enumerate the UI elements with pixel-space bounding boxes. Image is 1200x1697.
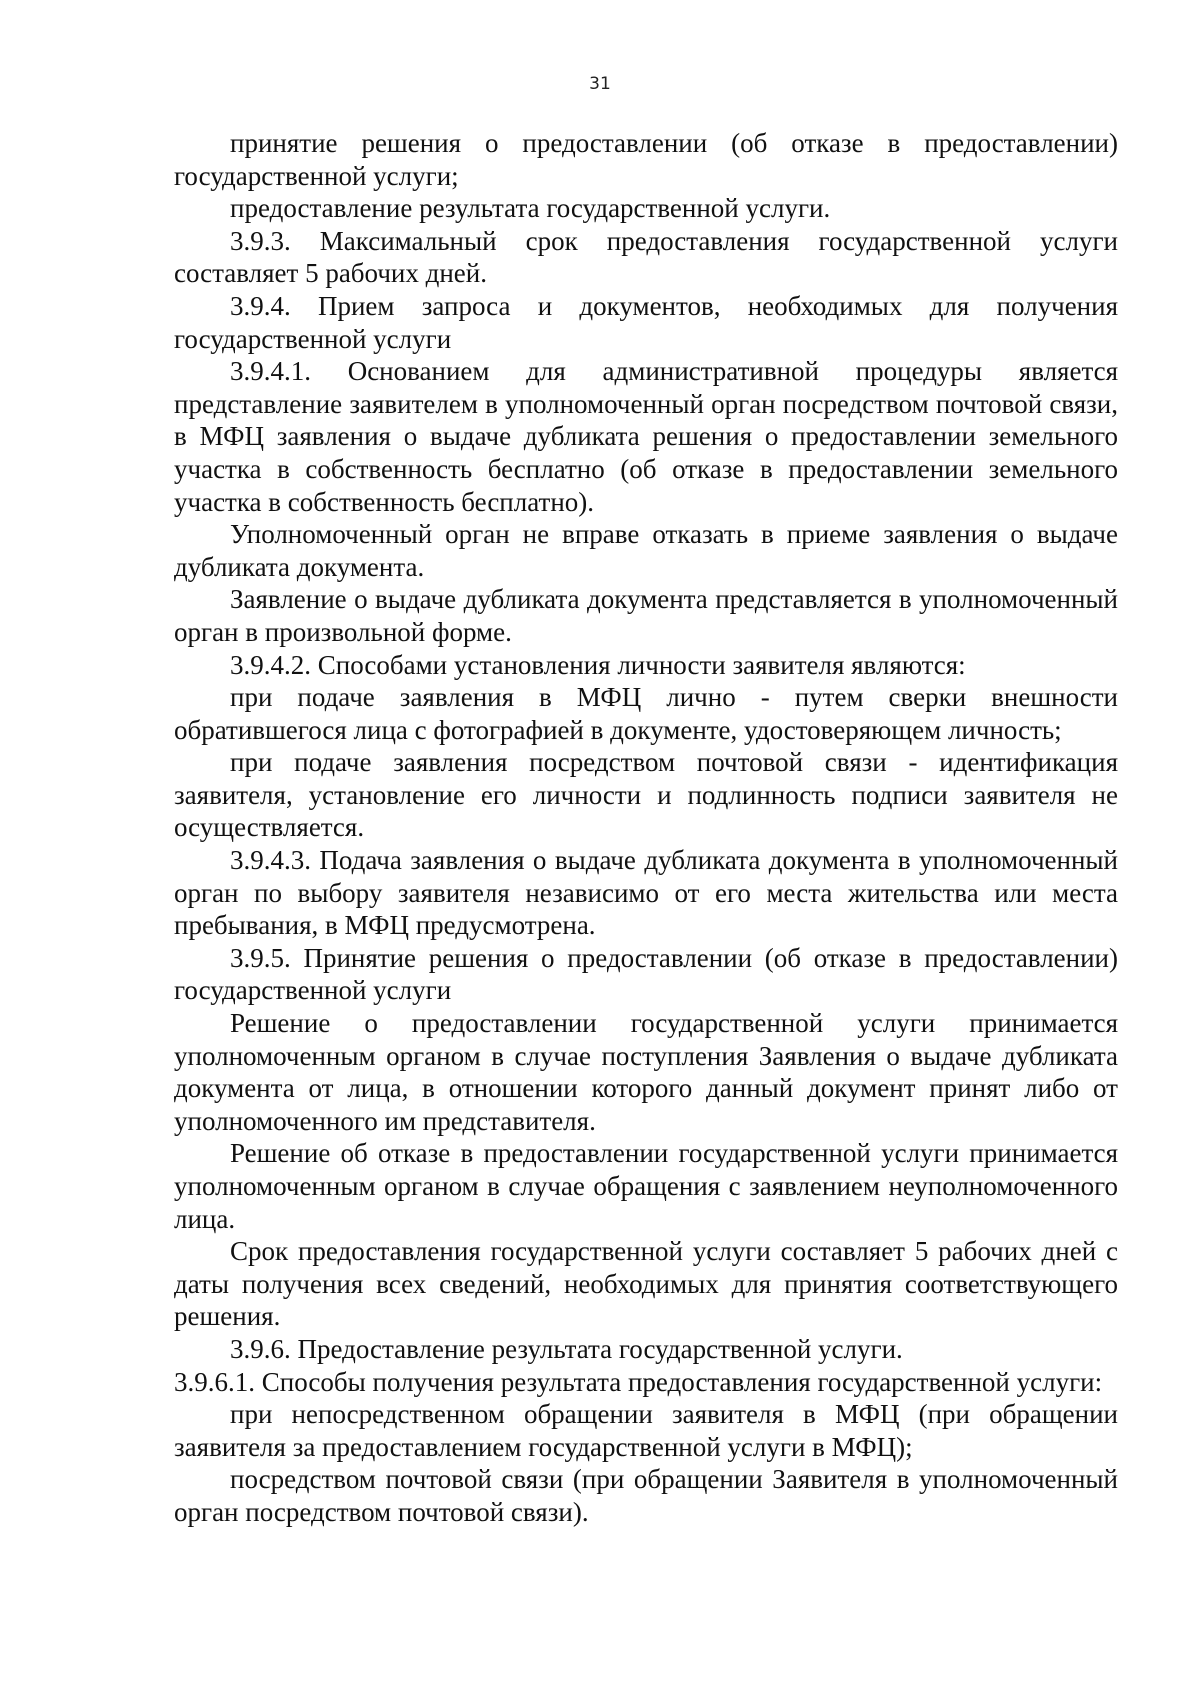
paragraph: посредством почтовой связи (при обращении Заявителя в уполномоченный орган посредством почтовой связи). bbox=[174, 1464, 1118, 1527]
section-heading: 3.9.6. Предоставление результата государственной услуги. bbox=[230, 1333, 903, 1364]
page-number: 31 bbox=[589, 74, 611, 94]
paragraph: принятие решения о предоставлении (об отказе в предоставлении) государственной услуги; bbox=[174, 128, 1118, 191]
paragraph: при подаче заявления в МФЦ лично - путем сверки внешности обратившегося лица с фотографией в документе, удостоверяющем личность; bbox=[174, 682, 1118, 745]
paragraph: при непосредственном обращении заявителя в МФЦ (при обращении заявителя за предоставлением государственной услуги в МФЦ); bbox=[174, 1399, 1118, 1462]
document-body bbox=[174, 127, 1118, 1529]
paragraph: Заявление о выдаче дубликата документа представляется в уполномоченный орган в произвольной форме. bbox=[174, 584, 1118, 647]
paragraph: при подаче заявления посредством почтовой связи - идентификация заявителя, установление его личности и подлинность подписи заявителя не осуществляется. bbox=[174, 747, 1118, 843]
paragraph: Срок предоставления государственной услуги составляет 5 рабочих дней с даты получения всех сведений, необходимых для принятия соответствующего решения. bbox=[174, 1236, 1118, 1332]
paragraph: 3.9.4.3. Подача заявления о выдаче дубликата документа в уполномоченный орган по выбору заявителя независимо от его места жительства или места пребывания, в МФЦ предусмотрена. bbox=[174, 845, 1118, 941]
paragraph: Решение о предоставлении государственной услуги принимается уполномоченным органом в случае поступления Заявления о выдаче дубликата документа от лица, в отношении которого данный документ принят либо от уполномоченного им представителя. bbox=[174, 1008, 1118, 1136]
paragraph: Уполномоченный орган не вправе отказать в приеме заявления о выдаче дубликата документа. bbox=[174, 519, 1118, 582]
paragraph: 3.9.6.1. Способы получения результата предоставления государственной услуги: bbox=[174, 1366, 1103, 1397]
section-heading: 3.9.4. Прием запроса и документов, необходимых для получения государственной услуги bbox=[174, 290, 1118, 354]
paragraph: Решение об отказе в предоставлении государственной услуги принимается уполномоченным органом в случае обращения с заявлением неуполномоченного лица. bbox=[174, 1138, 1118, 1234]
paragraph: 3.9.4.1. Основанием для административной процедуры является представление заявителем в уполномоченный орган посредством почтовой связи, в МФЦ заявления о выдаче дубликата решения о предоставлении земельного участка в собственность бесплатно (об отказе в предоставлении земельного участка в собственность бесплатно). bbox=[174, 356, 1118, 517]
section-heading: 3.9.5. Принятие решения о предоставлении (об отказе в предоставлении) государственной услуги bbox=[174, 942, 1118, 1006]
paragraph: предоставление результата государственной услуги. bbox=[230, 193, 831, 224]
paragraph: 3.9.3. Максимальный срок предоставления государственной услуги составляет 5 рабочих дней. bbox=[174, 225, 1118, 289]
paragraph: 3.9.4.2. Способами установления личности заявителя являются: bbox=[230, 649, 966, 680]
